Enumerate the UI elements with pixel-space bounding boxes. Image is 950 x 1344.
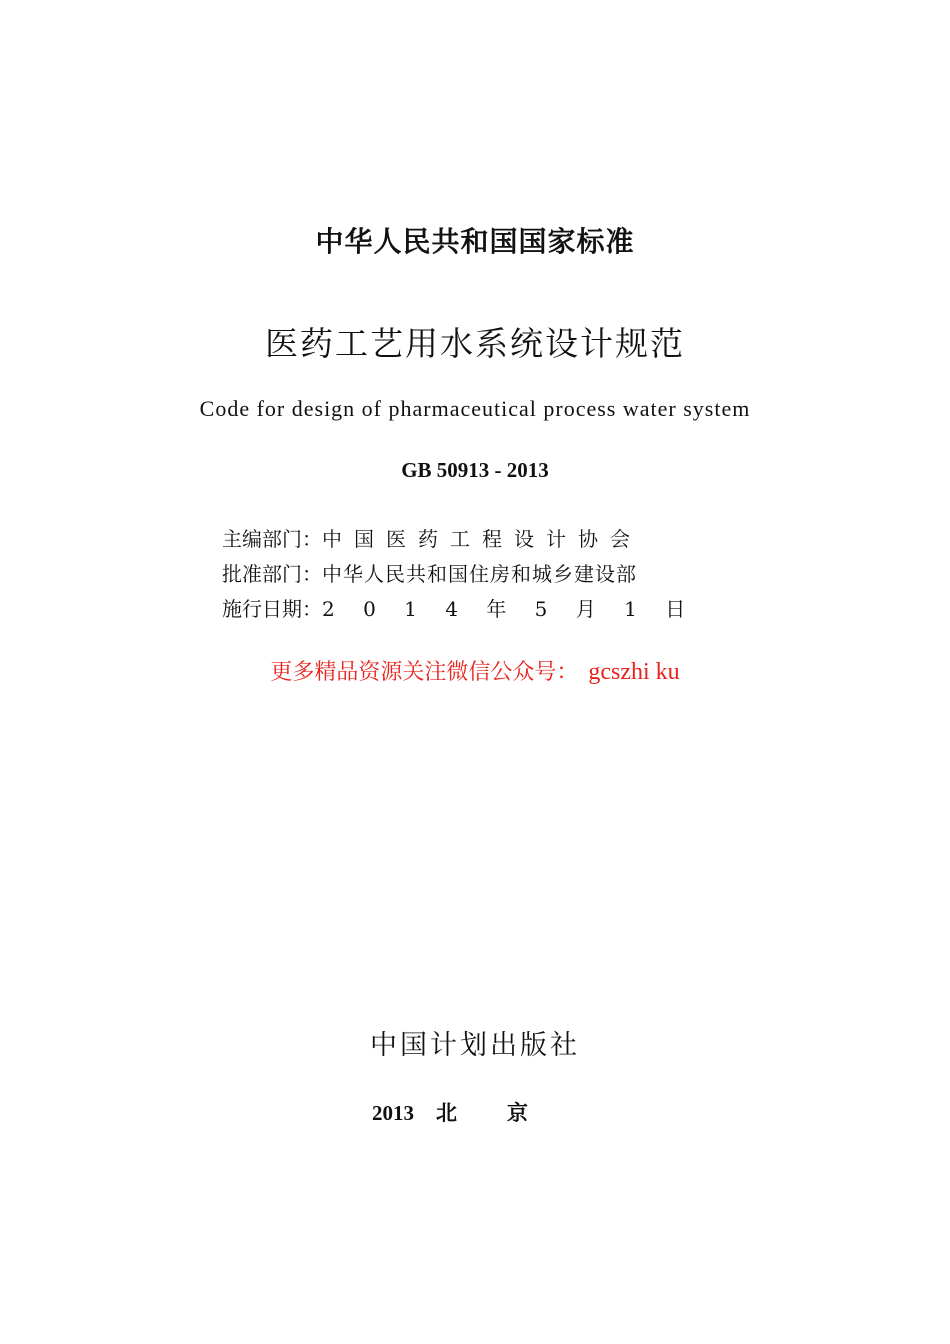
approver-value: 中华人民共和国住房和城乡建设部: [322, 562, 637, 586]
promo-account-id: gcszhi ku: [588, 659, 680, 685]
national-standard-heading: 中华人民共和国国家标准: [315, 225, 635, 258]
editor-label: 主编部门：: [222, 527, 322, 551]
publication-city: 北京: [436, 1100, 578, 1125]
approver-row: [222, 555, 689, 590]
standard-metadata: [222, 520, 689, 625]
publication-place-year: [0, 1102, 950, 1124]
publisher-name: 中国计划出版社: [370, 1030, 580, 1061]
effective-date-label: 施行日期：: [222, 597, 322, 621]
effective-date-value: 2 0 1 4 年 5 月 1 日: [322, 597, 690, 621]
standard-number: GB 50913 - 2013: [401, 458, 549, 482]
editor-row: [222, 520, 689, 555]
document-title-chinese: 医药工艺用水系统设计规范: [265, 324, 685, 363]
publication-year: 2013: [372, 1101, 414, 1125]
promo-notice: [0, 660, 950, 684]
approver-label: 批准部门：: [222, 562, 322, 586]
promo-text: 更多精品资源关注微信公众号：: [270, 660, 579, 685]
document-title-english: Code for design of pharmaceutical process water system: [199, 396, 751, 421]
editor-value: 中国医药工程设计协会: [322, 527, 642, 551]
effective-date-row: [222, 590, 689, 625]
